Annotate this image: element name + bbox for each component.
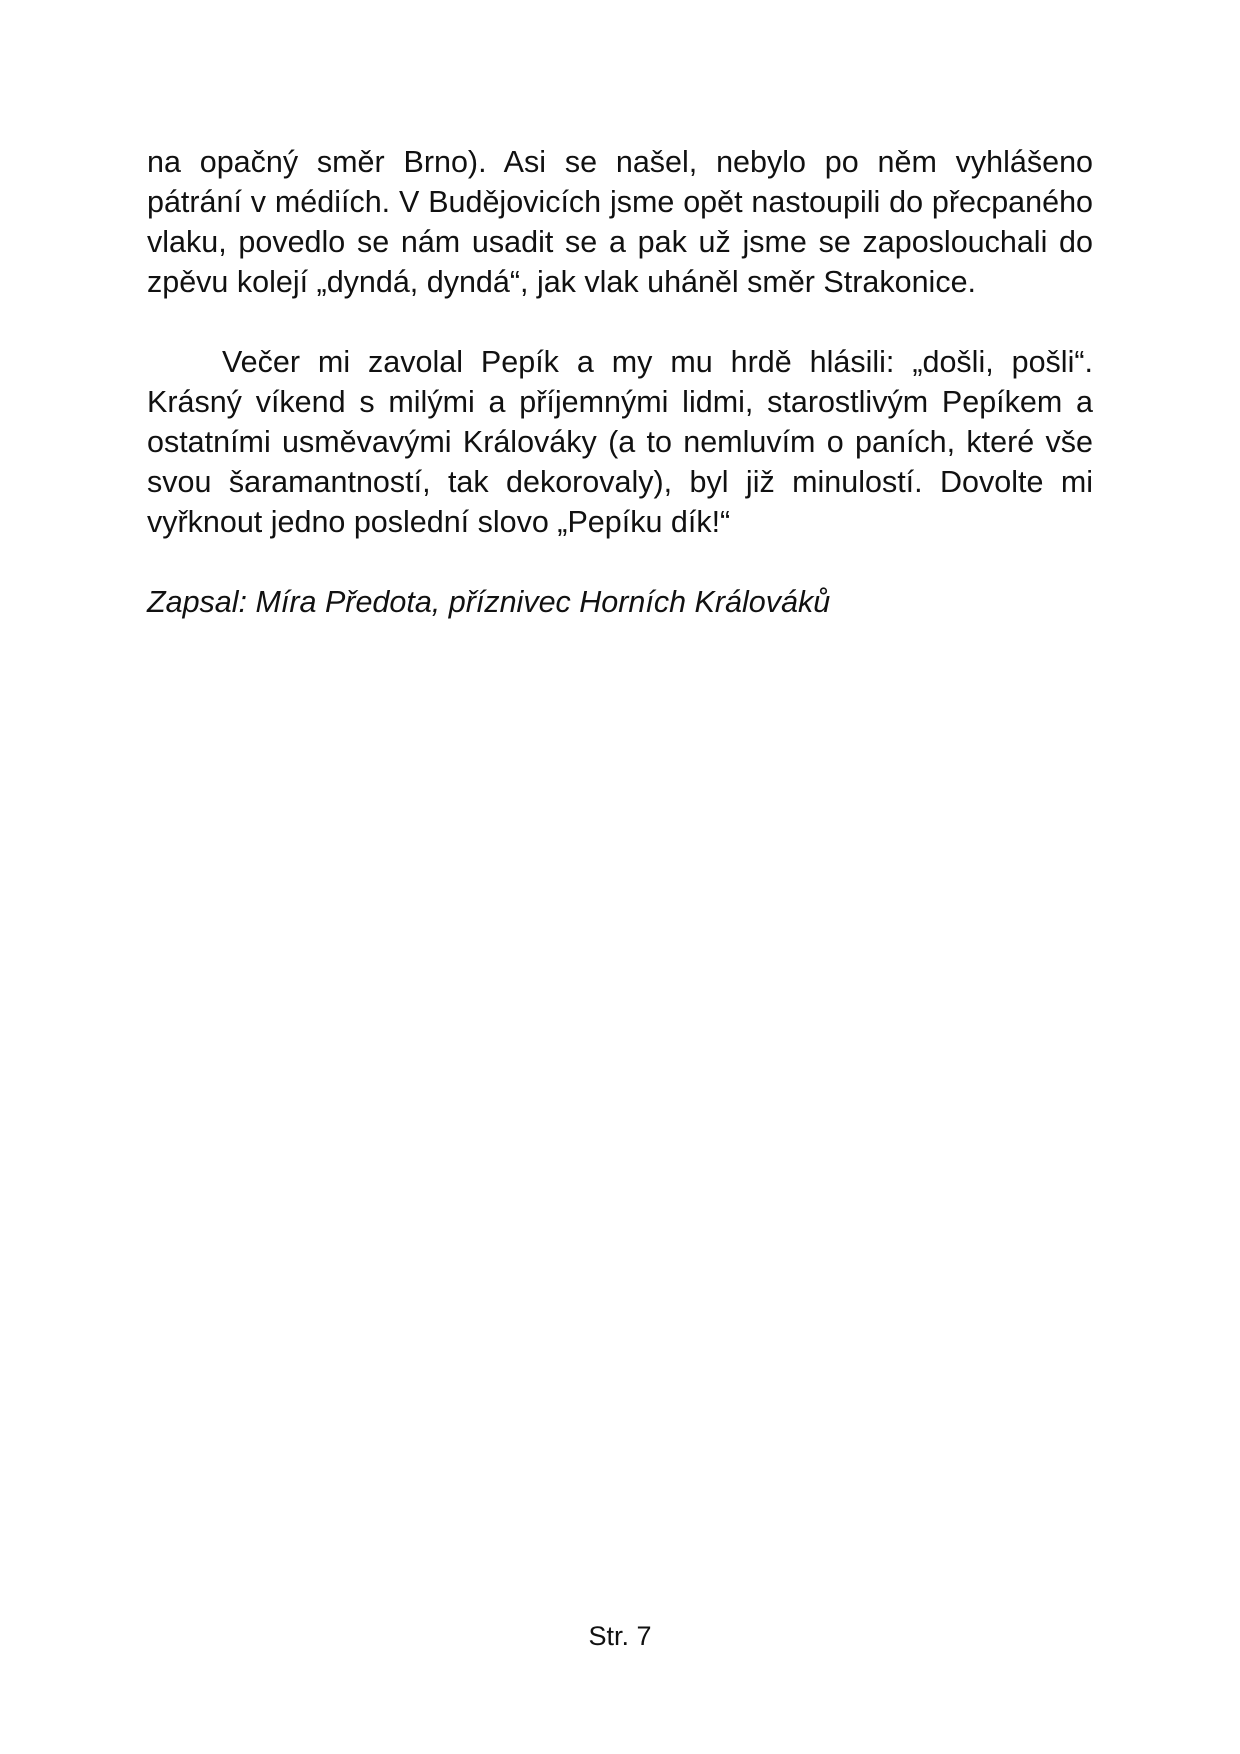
paragraph-1: na opačný směr Brno). Asi se našel, nebylo po něm vyhlášeno pátrání v médiích. V Budějovicích jsme opět nastoupili do přecpaného vlaku, povedlo se nám usadit se a pak už jsme se zaposlouchali do zpěvu kolejí „dyndá, dyndá“, jak vlak uháněl směr Strakonice.	[147, 145, 1093, 299]
paragraph-2: Večer mi zavolal Pepík a my mu hrdě hlásili: „došli, pošli“. Krásný víkend s milými a příjemnými lidmi, starostlivým Pepíkem a ostatními usměvavými Králováky (a to nemluvím o paních, které vše svou šaramantností, tak dekorovaly), byl již minulostí. Dovolte mi vyřknout jedno poslední slovo „Pepíku dík!“	[147, 345, 1093, 539]
document-body	[147, 142, 1093, 622]
author-signature: Zapsal: Míra Předota, příznivec Horních Králováků	[147, 585, 831, 619]
page-number: Str. 7	[588, 1621, 652, 1651]
